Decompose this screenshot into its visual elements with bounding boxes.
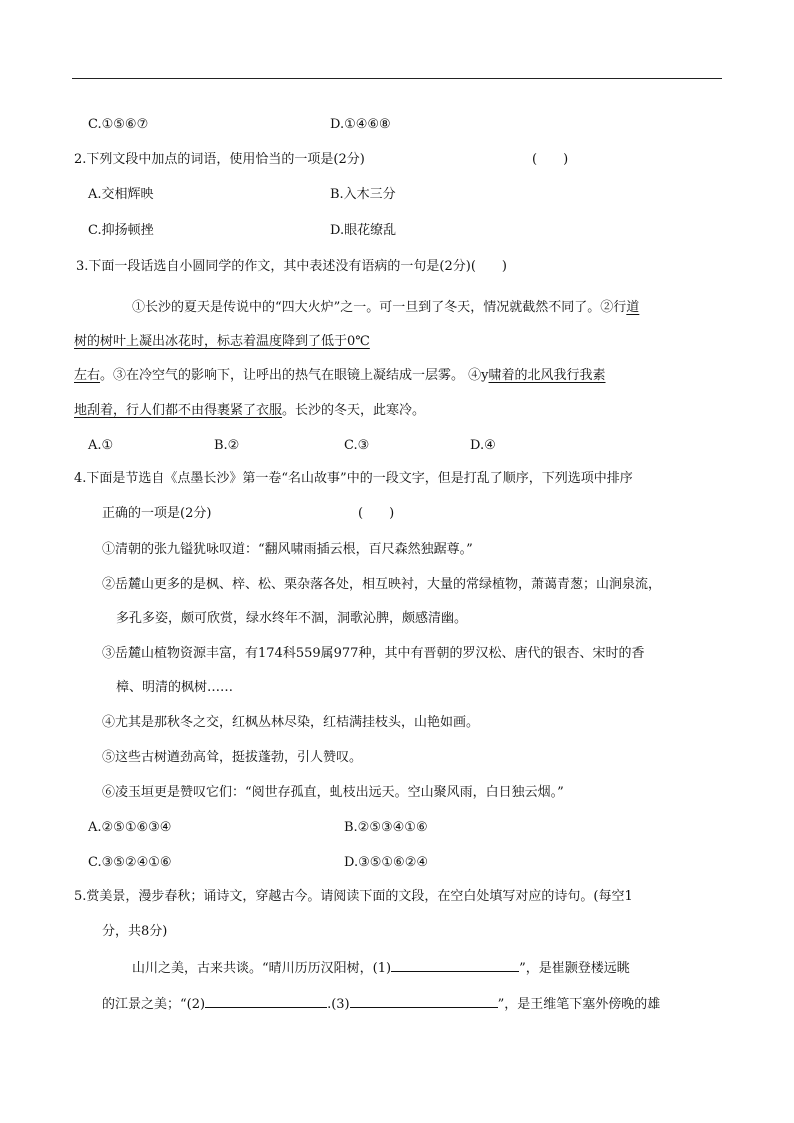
- q3-stem: 3.下面一段话选自小圆同学的作文，其中表述没有语病的一句是(2分)( ): [76, 259, 507, 274]
- q4-sentence-4: ④尤其是那秋冬之交，红枫丛林尽染，红桔满挂枝头，山艳如画。: [102, 715, 480, 730]
- q3-passage-text: 。长沙的冬天，此寒冷。: [282, 403, 426, 418]
- q4-sentence-1: ①清朝的张九镒犹咏叹道：“翻风啸雨插云根，百尺森然独踞尊。”: [102, 542, 473, 557]
- q4-option-a: A.②⑤①⑥③④: [88, 820, 172, 835]
- q3-passage-text: 。③在冷空气的影响下，让呼出的热气在眼镜上凝结成一层雾。 ④y: [100, 368, 489, 383]
- q3-underlined-text: 啸着的北风我行我素: [488, 368, 606, 383]
- q3-option-a: A.①: [88, 438, 114, 453]
- q2-option-b: B.入木三分: [330, 187, 396, 202]
- q2-option-d: D.眼花缭乱: [330, 223, 397, 238]
- q5-blank-1[interactable]: [391, 958, 519, 972]
- header-rule: [72, 78, 722, 79]
- q5-passage-text: ”，是王维笔下塞外傍晚的雄: [497, 997, 661, 1012]
- q4-sentence-2-line-2: 多孔多姿，颇可欣赏，绿水终年不涸，洞歌沁脾，颇感清幽。: [116, 611, 468, 626]
- q3-passage-line-3: [74, 367, 606, 385]
- q3-option-b: B.②: [214, 438, 240, 453]
- q3-passage-line-2: 树的树叶上凝出冰花时，标志着温度降到了低于0℃: [74, 334, 370, 349]
- q4-option-c: C.③⑤②④①⑥: [88, 855, 172, 870]
- q2-stem: 2.下列文段中加点的词语，使用恰当的一项是(2分): [74, 152, 365, 167]
- q4-sentence-5: ⑤这些古树遒劲高耸，挺拔蓬勃，引人赞叹。: [102, 750, 363, 765]
- q3-passage-line-4: [74, 402, 425, 420]
- q5-stem-line-2: 分，共8分): [102, 924, 168, 939]
- q5-stem-line-1: 5.赏美景，漫步春秋；诵诗文，穿越古今。请阅读下面的文段，在空白处填写对应的诗句。(每空1: [74, 889, 633, 904]
- q5-passage-text: 的江景之美；“(2): [102, 997, 206, 1012]
- q5-passage-text: .(3): [327, 997, 350, 1012]
- q5-passage-line-1: [132, 958, 630, 978]
- q4-sentence-3-line-2: 樟、明清的枫树……: [116, 680, 234, 695]
- q4-stem-line-2: 正确的一项是(2分): [102, 506, 212, 521]
- q4-option-b: B.②⑤③④①⑥: [344, 820, 428, 835]
- q2-answer-paren: ( ): [532, 152, 569, 167]
- q4-sentence-3-line-1: ③岳麓山植物资源丰富，有174科559属977种，其中有晋朝的罗汉松、唐代的银杏、宋时的香: [102, 646, 645, 661]
- q1-option-c: C.①⑤⑥⑦: [88, 117, 149, 132]
- q5-blank-3[interactable]: [350, 994, 498, 1008]
- q4-sentence-2-line-1: ②岳麓山更多的是枫、梓、松、栗杂落各处，相互映衬，大量的常绿植物，萧蔼青葱；山涧泉流，: [102, 577, 662, 592]
- q5-blank-2[interactable]: [205, 994, 327, 1008]
- q3-passage-line-1: [132, 299, 639, 317]
- q4-sentence-6: ⑥凌玉垣更是赞叹它们：“阅世存孤直，虬枝出远天。空山聚风雨，白日独云烟。”: [102, 785, 564, 800]
- q3-underlined-text: 道: [626, 300, 640, 315]
- q3-option-d: D.④: [470, 438, 496, 453]
- q4-stem-line-1: 4.下面是节选自《点墨长沙》第一卷“名山故事”中的一段文字，但是打乱了顺序，下列选项中排序: [74, 471, 633, 486]
- q3-option-c: C.③: [344, 438, 370, 453]
- q1-option-d: D.①④⑥⑧: [330, 117, 391, 132]
- q2-option-c: C.抑扬顿挫: [88, 223, 154, 238]
- q3-underlined-text: 地刮着，行人们都不由得裹紧了衣服: [74, 403, 283, 418]
- q4-option-d: D.③⑤①⑥②④: [344, 855, 429, 870]
- q4-answer-paren: ( ): [358, 506, 395, 521]
- q3-underlined-text: 左右: [74, 368, 101, 383]
- q2-option-a: A.交相辉映: [88, 187, 154, 202]
- q5-passage-text: 山川之美，古来共谈。“晴川历历汉阳树，(1): [132, 961, 392, 976]
- q3-passage-text: ①长沙的夏天是传说中的“四大火炉”之一。可一旦到了冬天，情况就截然不同了。②行: [132, 300, 627, 315]
- q5-passage-line-2: [102, 994, 660, 1014]
- q5-passage-text: ”，是崔颢登楼远眺: [519, 961, 630, 976]
